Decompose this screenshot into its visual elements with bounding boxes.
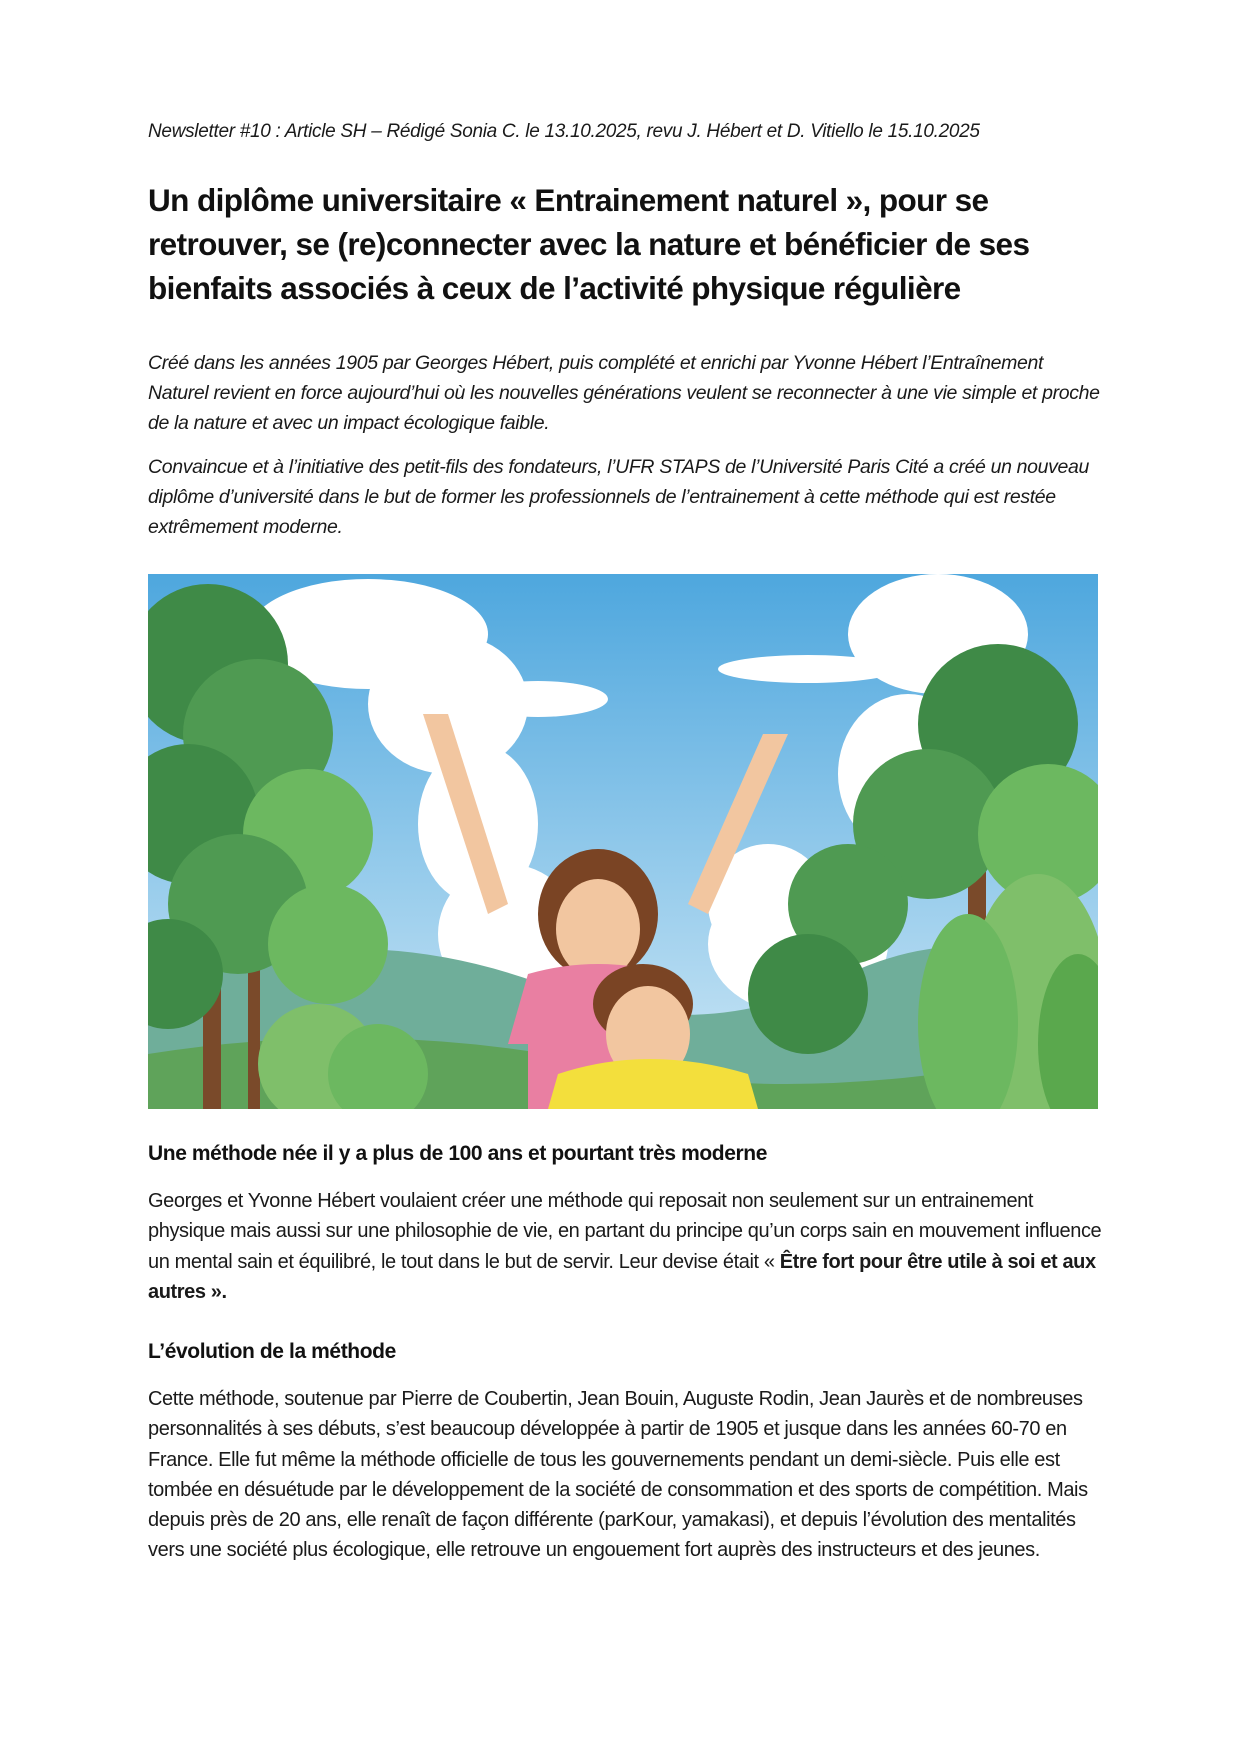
paragraph-text: Georges et Yvonne Hébert voulaient créer une méthode qui reposait non seulement sur un entrainement physique mais aussi sur une philosophie de vie, en partant du principe qu’un corps sain en mouvement influence un mental sain et équilibré, le tout dans le but de servir. Leur devise était « <box>148 1190 1102 1273</box>
newsletter-meta-line: Newsletter #10 : Article SH – Rédigé Sonia C. le 13.10.2025, revu J. Hébert et D. Vitiello le 15.10.2025 <box>148 121 980 142</box>
motto-bold-text: Être fort pour être utile à soi et aux autres ». <box>148 1250 1096 1303</box>
section-paragraph <box>148 1186 1108 1307</box>
section-heading: L’évolution de la méthode <box>148 1340 396 1363</box>
nature-illustration <box>148 574 1098 1109</box>
lead-paragraph: Créé dans les années 1905 par Georges Hébert, puis complété et enrichi par Yvonne Hébert l’Entraînement Naturel revient en force aujourd’hui où les nouvelles générations veulent se reconnecter à une vie simple et proche de la nature et avec un impact écologique faible. <box>148 352 1100 434</box>
illustration-svg <box>148 574 1098 1109</box>
article-title: Un diplôme universitaire « Entrainement naturel », pour se retrouver, se (re)connecter avec la nature et bénéficier de ses bienfaits associés à ceux de l’activité physique régulière <box>148 182 1030 306</box>
lead-paragraph: Convaincue et à l’initiative des petit-fils des fondateurs, l’UFR STAPS de l’Université Paris Cité a créé un nouveau diplôme d’université dans le but de former les professionnels de l’entrainement à cette méthode qui est restée extrêmement moderne. <box>148 456 1090 538</box>
section-heading: Une méthode née il y a plus de 100 ans et pourtant très moderne <box>148 1142 767 1165</box>
section-paragraph <box>148 1384 1108 1566</box>
paragraph-text: Cette méthode, soutenue par Pierre de Coubertin, Jean Bouin, Auguste Rodin, Jean Jaurès et de nombreuses personnalités à ses débuts, s’est beaucoup développée à partir de 1905 et jusque dans les années 60-70 en France. Elle fut même la méthode officielle de tous les gouvernements pendant un demi-siècle. Puis elle est tombée en désuétude par le développement de la société de consommation et des sports de compétition. Mais depuis près de 20 ans, elle renaît de façon différente (parKour, yamakasi), et depuis l’évolution des mentalités vers une société plus écologique, elle retrouve un engouement fort auprès des instructeurs et des jeunes. <box>148 1388 1088 1562</box>
